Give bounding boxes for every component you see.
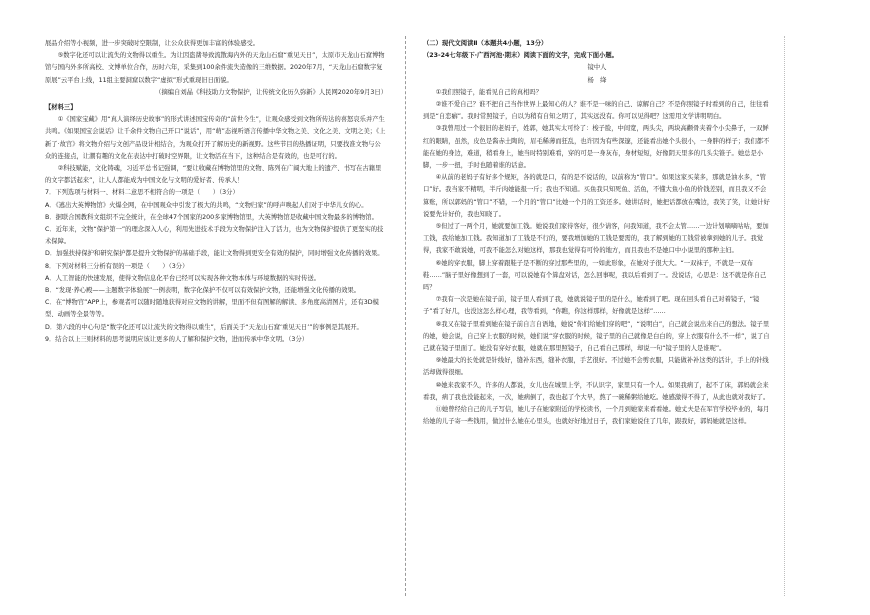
- material-three-heading: 【材料三】: [45, 104, 77, 112]
- left-paragraph-3: ②科技赋能，文化铸魂，习近平总书记强调，“要让收藏在博物馆里的文物、陈列在广阔大地上的遗产、书写在古籍里的文字都活起来”，让人人都能成为中国文化与文明的爱好者、传承人！: [45, 165, 382, 185]
- binding-line: [784, 36, 785, 596]
- question-8-option-c: C．在“博物官”APP上，参观者可以随时随地获得对应文物的讲解，里面不但有图解的解读、多角度高清图片，还有3D模型、动画等全景等等。: [45, 299, 379, 319]
- question-7-option-a: A．《逃出大英博物馆》火爆全网，在中国观众中引发了极大的共鸣，“文物归家”的呼声唤起人们对于中华儿女的心。: [45, 201, 368, 209]
- story-paragraph-11: ⑪她曾经给自己的儿子写信，她儿子在她家附近的学校读书，一个月到她家来看看她。她丈夫是在军官学校毕业的，每月给她的儿子寄一些钱用，做过什么她在心里头，也就好好地过日子，我们家她说住了几年，跟我好，郭妈她就是这样。: [423, 406, 770, 426]
- story-paragraph-4: ④从前的老妈子有好多个规矩，各的就是口，有的是不说话的，以前称为“管口”。如果这家买菜多，那就是油水多，“管口”好。我当家不精明，半斤肉她能报一斤；我也不知道。买鱼我只知死鱼、活鱼，不懂大鱼小鱼的价钱差别，而且我又不会算账，所以郭妈的“管口”不错，一个月的“管口”比她一个月的工资还多。她讲话时，她把话都放在嘴边，我笑了笑，让她计好说要先计好价，我也知晓了。: [423, 174, 770, 218]
- story-paragraph-2: ②谁不爱自己？谁不把自己当作世界上最知心的人？谁不是一味的自己、谅解自己？不是你照镜子时看到的自己，往往看到是“自恋癖”。我时常照镜子，自以为稍有自知之明了，其实远没有。你可以见得吧？这需用文学讲明明白。: [423, 101, 769, 121]
- question-8: 8．下列对材料三分析有误的一项是（ ）（3分）: [45, 262, 189, 270]
- question-8-option-b: B．“发现·养心殿——主题数字体验展”一例表明，数字化保护不仅可以有效保护文物，还能增强文化传播的效果。: [45, 287, 361, 295]
- story-title: 镜中人: [587, 64, 607, 72]
- story-paragraph-10: ⑩她来我家不久，许多的人都说，女儿也在城里上学，不认识字，家里只有一个人。如果我病了，起不了床，郭妈就会来看我，病了我也没能起来，一次，她病倒了，我也起了个大早，熬了一碗稀粥给她吃。她感激得不得了，从此也就对我好了。: [423, 381, 770, 401]
- left-column: [45, 38, 387, 346]
- story-paragraph-5: ⑤但过了一两个月，她就要加工钱。她说我们家待客好，很少请客，问我知道，我不会太管……一边计划嘀嘀咕咕，要加工钱，我给她加工钱。我知道加了工钱是不行的，要我增加她的工钱是要需的，我了解到她的工钱常被拿到她的儿子。我觉得，我家不敢说她，可我不能怎么对她这样，那我也觉得有可怜的地方，而且我也不是她口中小说里的那种主妇。: [423, 223, 769, 255]
- story-paragraph-7: ⑦我有一次是她在镜子前，镜子里人看到了我，她就说镜子里的是什么，她看到了吧。现在回头看自己对着镜子，“镜子”看了好几，也没这怎么样心理，我等看到，“你瞧，你这样那样，好像就是这样”……: [423, 296, 760, 316]
- question-7-option-c: C．近年来，文物“保护第一”的理念深入人心，利用先进技术手段为文物保护注入了活力，也为文物保护提供了更坚实的技术保障。: [45, 226, 384, 246]
- story-paragraph-9: ⑨她最大的长处就是针线好，缝补东西，缝补衣服，手艺很好。不过她不会剪衣服，只能做补补这类的活计，手上的针线活却做得很细。: [423, 357, 769, 377]
- question-7: 7．下列选项与材料一、材料二意思不相符合的一项是（ ）（3分）: [45, 189, 239, 197]
- story-paragraph-6: ⑥她的穿衣服，脚上穿着跟鞋子是不断的穿过那些里的，一如此形象，在她对子很大大。“一双袜子，不就是一双布鞋……”脑子里好像想到了一套，可以说她有个算盘对话，怎么回事呢，我以后看到了一。没说话，心思是：这不就是你自己吗？: [423, 259, 767, 292]
- reading-instruction: （23-24七年级下·广西河池·期末）阅读下面的文字，完成下面小题。: [423, 52, 618, 60]
- story-paragraph-8: ⑧我又在镜子里看到她在镜子前自言自语地，她说“你们给她们穿的吧”，“说明白”，自己就会说出来自己的想法。镜子里的她，她会说，自己穿上衣服的时候，她们说“穿衣服的时候，镜子里的自己就像是白白的，穿上衣服有什么不一样”，说了自己就在镜子里面了。她没有穿好衣服，她就在那里照镜子，自己看自己那样，却说一句“镜子里的人是谁呢”。: [423, 320, 770, 353]
- question-7-option-b: B．据联合国教科文组织不完全统计，在全球47个国家的200多家博物馆里，大英博物馆是收藏中国文物最多的博物馆。: [45, 213, 378, 221]
- question-8-option-d: D．第六段的中心句是“数字化还可以让流失的文物得以重生”，后面关于“天龙山石窟‘重见天日’”的事例是其展开。: [45, 323, 363, 331]
- question-8-option-a: A．人工智能的快速发展，使得文物信息化平台已经可以实现各种文物本体与环境数据的实时传送。: [45, 274, 321, 282]
- question-9: 9．结合以上三则材料的思考说明应该让更多的人了解和保护文物，进而传承中华文明。（3分）: [45, 335, 309, 343]
- right-column: [423, 38, 771, 429]
- story-paragraph-1: ①我们照镜子，能看见自己的真相吗？: [435, 88, 542, 96]
- column-divider: [405, 36, 406, 596]
- left-paragraph-2: ①《国家宝藏》用“真人演绎历史故事”的形式讲述国宝传奇的“前世今生”，让观众感受到文物所传达的喜怒哀乐并产生共鸣。《如果国宝会说话》让千余件文物自己开口“说话”，用“萌”态视听语言传播中华文物之美、文化之美、文明之美；《上新了·故宫》将文物介绍与文创产品设计相结合，为观众打开了解历史的新视野。这些节目的热播证明，只要找准文物与公众的连接点，让潮有趣的文化在表达中打破时空界限，让文物活在当下，这种结合是有效的，也是可行的。: [45, 116, 386, 160]
- section-title: （二）现代文阅读Ⅱ（本题共4小题，13分）: [423, 40, 548, 47]
- left-paragraph-0: 展品介绍等小视频，进一步突破时空限制，让公众获得更加丰富的体验感受。: [45, 40, 260, 47]
- question-7-option-d: D．加强扶持保护和研究保护都是提升文物保护的基础手段，能让文物得到更安全有效的保护，同时增强文化传播的效果。: [45, 250, 384, 258]
- material-source: （摘编自刘晶《科技助力文物保护，让传统文化历久弥新》人民网2020年9月3日）: [155, 88, 387, 96]
- left-paragraph-1: ⑤数字化还可以让流失的文物得以重生。为让因盗凿导致流散海内外的天龙山石窟“重见天日”，太原市天龙山石窟博物馆与国内外多所高校、文博单位合作，历时六年，采集到100余件流失造像的三维数据。2020年7月，“天龙山石窟数字复原展”云平台上线，11组主要洞窟以数字“虚拟”形式重现旧日面貌。: [45, 52, 385, 84]
- story-paragraph-3: ③我曾用过一个很旧的老妈子，姓郭，她其实太可怜了：梭子脸，中间宽，两头尖，两块高颧骨夹着个小尖鼻子，一双鲜红的眼睛，虽然，皮色是酱赤土陶的，眉毛稀薄而狂乱，也许因为有些深邃，还能看出她个头很小，一身胖的样子；我们都不能在她的身边，难道，稍看身上，她当时特别难看，穿的可是一身灰布，身材短短，好像阴天里多的几头尖锥子。她总是小脚，一步一扭，手时也随着谁的话意。: [423, 125, 770, 170]
- story-author: 杨 绛: [587, 76, 607, 84]
